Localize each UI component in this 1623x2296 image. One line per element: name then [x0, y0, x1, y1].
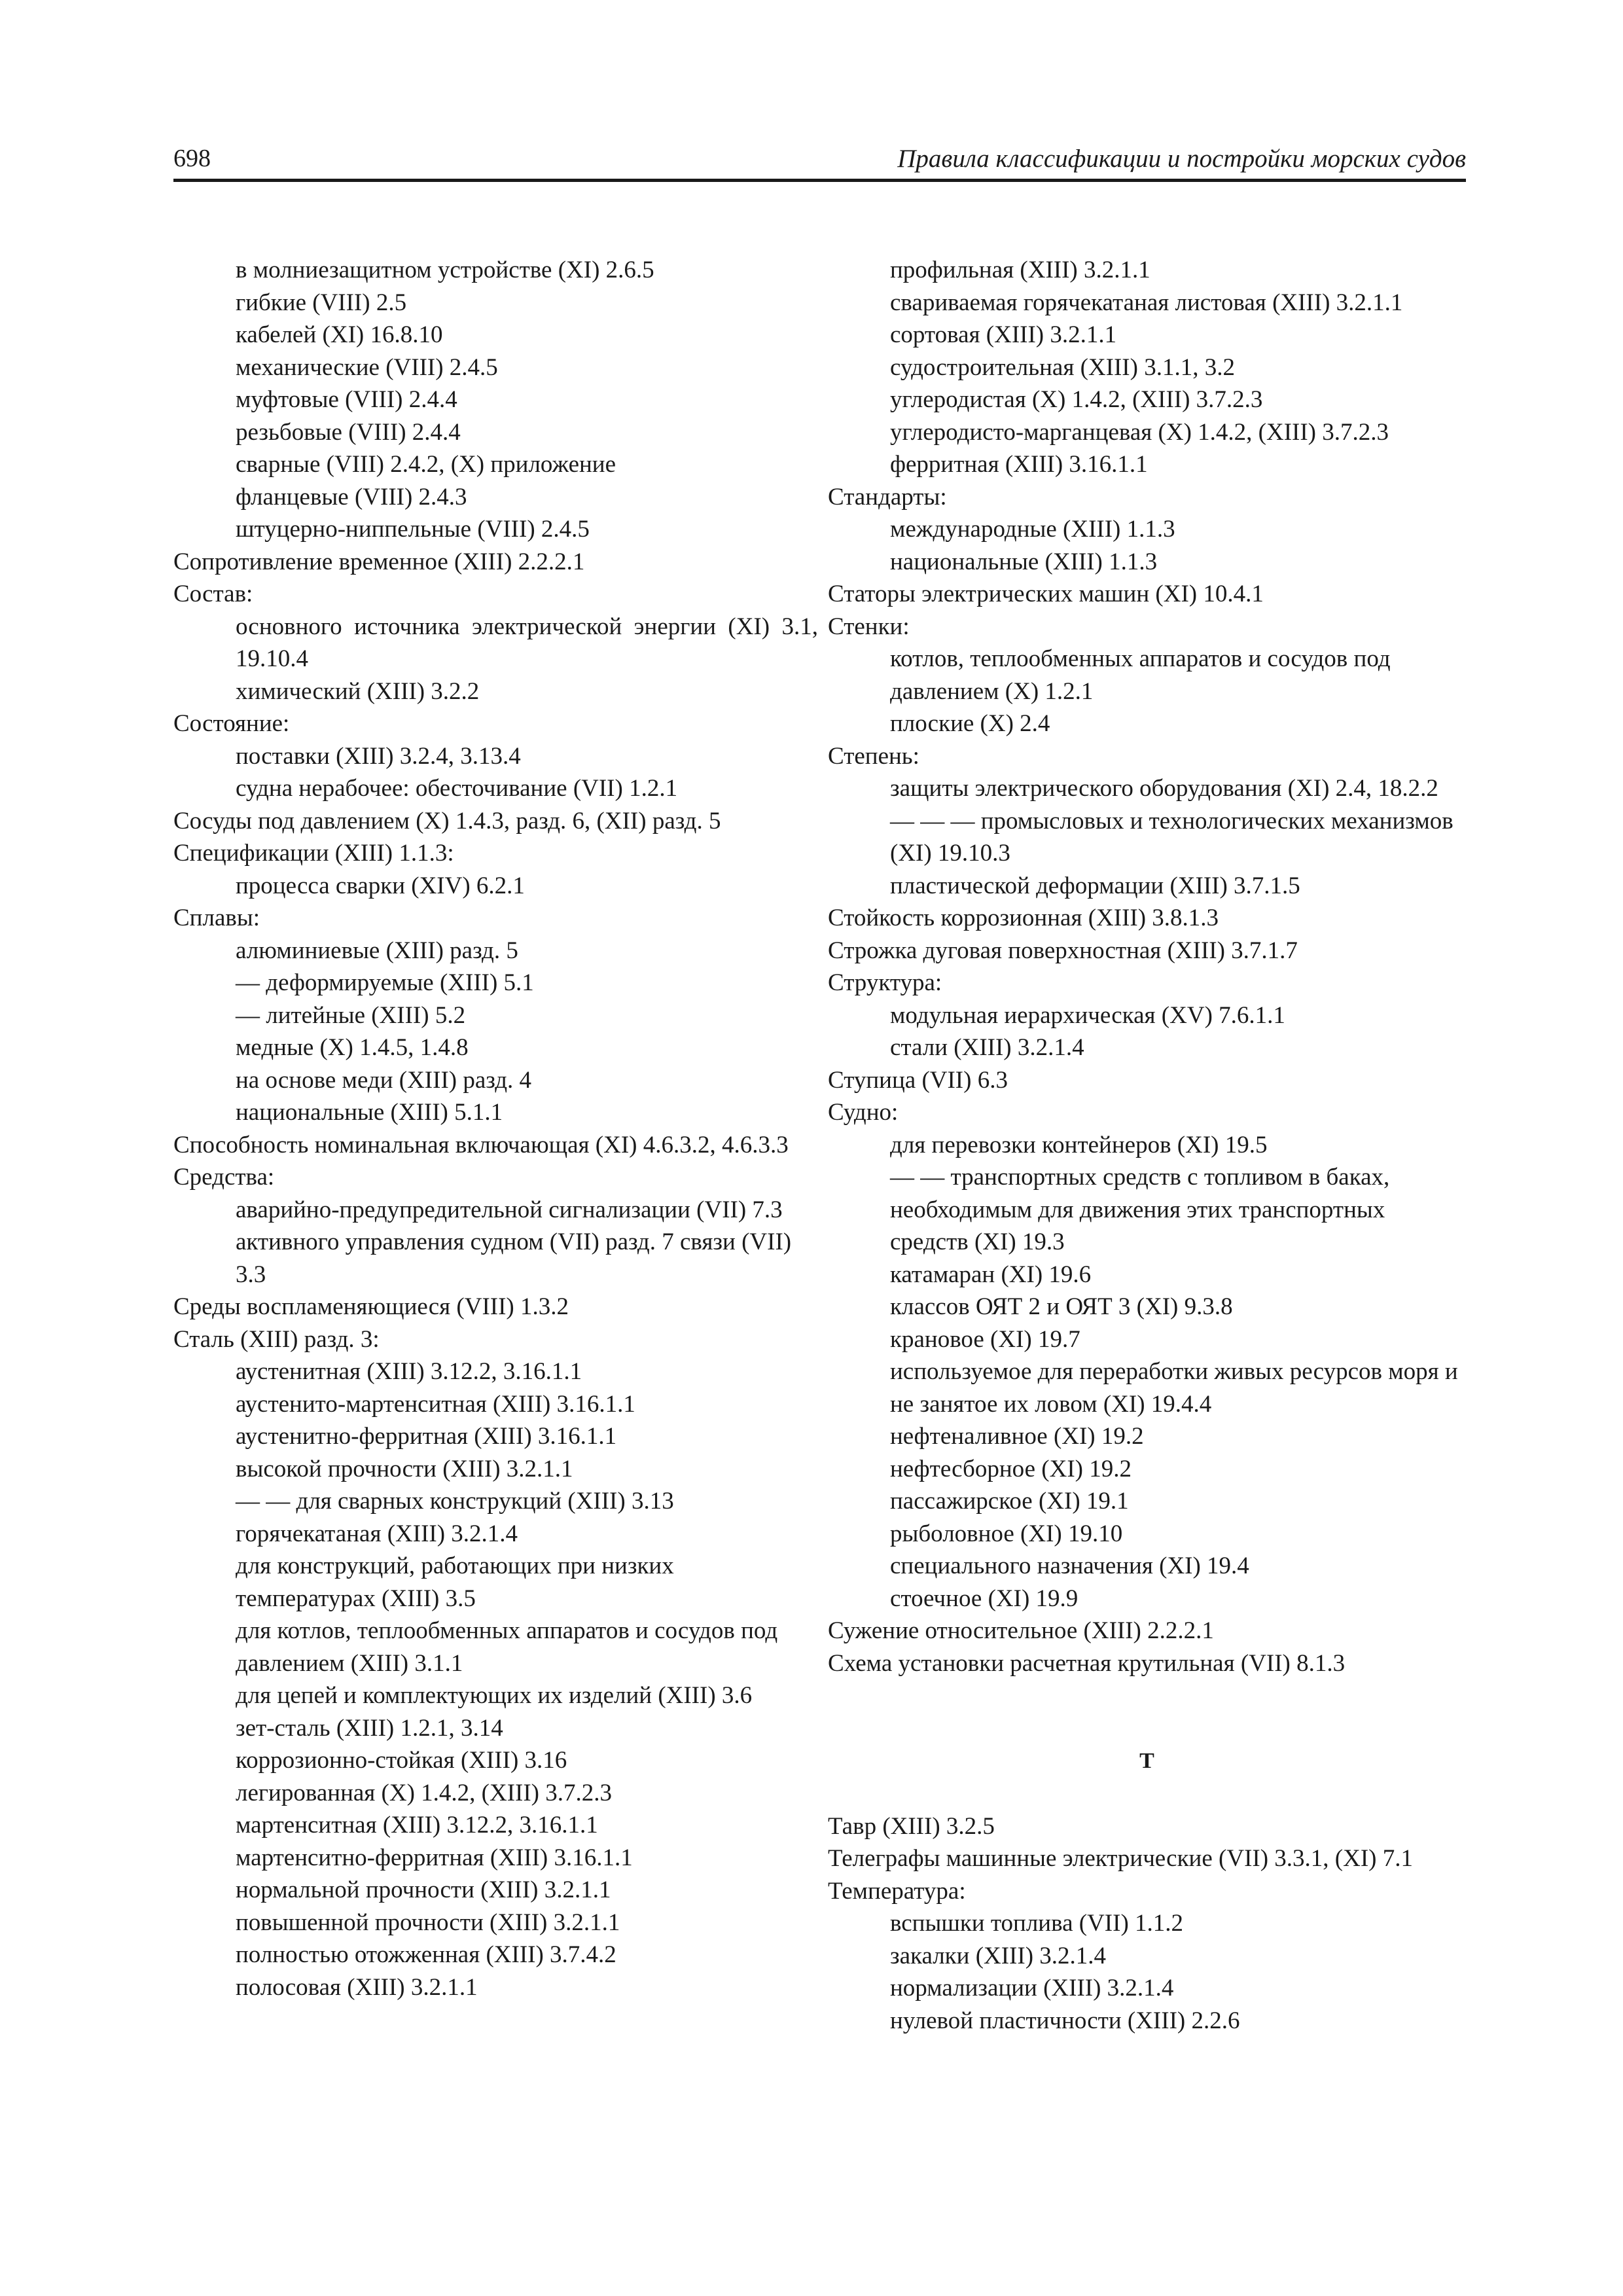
index-subentry: высокой прочности (XIII) 3.2.1.1 [236, 1455, 573, 1482]
index-subentry: резьбовые (VIII) 2.4.4 [236, 418, 461, 446]
index-subentry: судостроительная (XIII) 3.1.1, 3.2 [890, 353, 1235, 381]
index-subentry: мартенситная (XIII) 3.12.2, 3.16.1.1 [236, 1812, 598, 1839]
index-subentry: нормальной прочности (XIII) 3.2.1.1 [236, 1876, 611, 1903]
index-subentry: для конструкций, работающих при низких температурах (XIII) 3.5 [236, 1552, 674, 1612]
index-subentry: используемое для переработки живых ресурсов моря и не занятое их ловом (XI) 19.4.4 [890, 1358, 1458, 1418]
index-subentry: аустенитно-ферритная (XIII) 3.16.1.1 [236, 1423, 617, 1450]
index-entry: Стенки: [828, 613, 910, 640]
index-subentry: — литейные (XIII) 5.2 [236, 1001, 466, 1029]
index-subentry: для цепей и комплектующих их изделий (XIII) 3.6 [236, 1682, 753, 1709]
index-subentry: модульная иерархическая (XV) 7.6.1.1 [890, 1001, 1285, 1029]
index-entry: Структура: [828, 969, 942, 996]
index-subentry: повышенной прочности (XIII) 3.2.1.1 [236, 1909, 620, 1936]
index-subentry: — — для сварных конструкций (XIII) 3.13 [236, 1488, 674, 1515]
index-subentry: зет-сталь (XIII) 1.2.1, 3.14 [236, 1714, 503, 1742]
index-column-right [828, 254, 1466, 2037]
index-subentry: свариваемая горячекатаная листовая (XIII) 3.2.1.1 [890, 289, 1403, 316]
index-entry: Степень: [828, 742, 919, 770]
page-header [173, 136, 1466, 182]
index-subentry: — деформируемые (XIII) 5.1 [236, 969, 534, 996]
index-subentry: аустенитная (XIII) 3.12.2, 3.16.1.1 [236, 1358, 582, 1385]
index-entry: Спецификации (XIII) 1.1.3: [173, 840, 454, 867]
index-subentry: в молниезащитном устройстве (XI) 2.6.5 [236, 257, 654, 283]
index-subentry: кабелей (XI) 16.8.10 [236, 321, 443, 348]
index-subentry: специального назначения (XI) 19.4 [890, 1552, 1249, 1579]
index-subentry: гибкие (VIII) 2.5 [236, 289, 407, 316]
index-subentry: защиты электрического оборудования (XI) 2.4, 18.2.2 [890, 775, 1438, 802]
index-subentry: химический (XIII) 3.2.2 [236, 677, 480, 705]
index-entry: Телеграфы машинные электрические (VII) 3.3.1, (XI) 7.1 [828, 1845, 1413, 1872]
index-subentry: сварные (VIII) 2.4.2, (X) приложение [236, 451, 616, 478]
page-number: 698 [173, 145, 211, 172]
running-title: Правила классификации и постройки морских судов [897, 145, 1466, 173]
index-subentry: углеродистая (X) 1.4.2, (XIII) 3.7.2.3 [890, 386, 1263, 413]
index-entry: Сосуды под давлением (X) 1.4.3, разд. 6, (XII) разд. 5 [173, 807, 721, 834]
index-subentry: медные (X) 1.4.5, 1.4.8 [236, 1034, 469, 1061]
index-subentry: полностью отожженная (XIII) 3.7.4.2 [236, 1941, 616, 1968]
index-subentry: штуцерно-ниппельные (VIII) 2.4.5 [236, 516, 590, 543]
index-entry: Строжка дуговая поверхностная (XIII) 3.7.1.7 [828, 937, 1298, 964]
index-subentry: закалки (XIII) 3.2.1.4 [890, 1942, 1107, 1969]
index-subentry: вспышки топлива (VII) 1.1.2 [890, 1910, 1184, 1937]
index-entry: Средства: [173, 1164, 275, 1191]
index-subentry: аустенито-мартенситная (XIII) 3.16.1.1 [236, 1390, 635, 1418]
index-subentry: нулевой пластичности (XIII) 2.2.6 [890, 2007, 1240, 2034]
index-subentry: классов ОЯТ 2 и ОЯТ 3 (XI) 9.3.8 [890, 1293, 1233, 1320]
index-subentry: поставки (XIII) 3.2.4, 3.13.4 [236, 742, 521, 770]
index-subentry: алюминиевые (XIII) разд. 5 [236, 937, 518, 964]
index-subentry: углеродисто-марганцевая (X) 1.4.2, (XIII) 3.7.2.3 [890, 418, 1389, 446]
index-subentry: ферритная (XIII) 3.16.1.1 [890, 451, 1148, 478]
index-subentry: плоские (X) 2.4 [890, 710, 1050, 737]
index-subentry: — — — промысловых и технологических механизмов (XI) 19.10.3 [890, 807, 1454, 867]
index-subentry: фланцевые (VIII) 2.4.3 [236, 483, 467, 511]
index-entry: Среды воспламеняющиеся (VIII) 1.3.2 [173, 1293, 569, 1320]
index-subentry: рыболовное (XI) 19.10 [890, 1520, 1123, 1547]
index-entry: Температура: [828, 1877, 966, 1905]
index-entry: Состав: [173, 581, 253, 607]
index-subentry: аварийно-предупредительной сигнализации (VII) 7.3 [236, 1196, 783, 1223]
index-subentry: профильная (XIII) 3.2.1.1 [890, 257, 1150, 283]
index-subentry: механические (VIII) 2.4.5 [236, 353, 498, 381]
index-subentry: стоечное (XI) 19.9 [890, 1585, 1079, 1612]
section-letter-heading: Т [1139, 1749, 1154, 1773]
index-subentry: полосовая (XIII) 3.2.1.1 [236, 1973, 478, 2001]
index-subentry: нормализации (XIII) 3.2.1.4 [890, 1975, 1174, 2001]
index-subentry: нефтеналивное (XI) 19.2 [890, 1423, 1144, 1450]
index-subentry: пассажирское (XI) 19.1 [890, 1488, 1129, 1515]
index-subentry: нефтесборное (XI) 19.2 [890, 1455, 1132, 1482]
index-entry: Сопротивление временное (XIII) 2.2.2.1 [173, 548, 585, 575]
index-entry: Стандарты: [828, 483, 947, 511]
index-column-left [173, 254, 818, 2003]
index-subentry: легированная (X) 1.4.2, (XIII) 3.7.2.3 [236, 1779, 612, 1806]
index-subentry: процесса сварки (XIV) 6.2.1 [236, 872, 525, 899]
index-subentry: котлов, теплообменных аппаратов и сосудов под давлением (X) 1.2.1 [890, 645, 1391, 705]
index-subentry: — — транспортных средств с топливом в баках, необходимым для движения этих транспортных средств (XI) 19.3 [890, 1164, 1390, 1255]
index-subentry: мартенситно-ферритная (XIII) 3.16.1.1 [236, 1844, 633, 1871]
index-entry: Сужение относительное (XIII) 2.2.2.1 [828, 1617, 1214, 1644]
index-entry: Способность номинальная включающая (XI) 4.6.3.2, 4.6.3.3 [173, 1131, 789, 1158]
index-entry: Тавр (XIII) 3.2.5 [828, 1812, 995, 1840]
index-subentry: катамаран (XI) 19.6 [890, 1261, 1092, 1288]
index-subentry: национальные (XIII) 5.1.1 [236, 1099, 503, 1126]
index-subentry: муфтовые (VIII) 2.4.4 [236, 386, 457, 413]
index-entry: Состояние: [173, 710, 290, 737]
index-entry: Ступица (VII) 6.3 [828, 1066, 1008, 1094]
index-entry: Статоры электрических машин (XI) 10.4.1 [828, 581, 1264, 607]
index-subentry: основного источника электрической энергии (XI) 3.1, 19.10.4 [236, 613, 818, 672]
index-subentry: национальные (XIII) 1.1.3 [890, 548, 1158, 575]
index-entry: Сталь (XIII) разд. 3: [173, 1325, 380, 1353]
index-subentry: крановое (XI) 19.7 [890, 1325, 1080, 1353]
index-subentry: коррозионно-стойкая (XIII) 3.16 [236, 1747, 567, 1774]
index-subentry: сортовая (XIII) 3.2.1.1 [890, 321, 1117, 348]
index-entry: Судно: [828, 1099, 899, 1126]
index-subentry: горячекатаная (XIII) 3.2.1.4 [236, 1520, 518, 1547]
index-subentry: международные (XIII) 1.1.3 [890, 516, 1175, 543]
index-entry: Сплавы: [173, 905, 260, 931]
index-entry: Стойкость коррозионная (XIII) 3.8.1.3 [828, 905, 1219, 931]
index-subentry: для перевозки контейнеров (XI) 19.5 [890, 1131, 1268, 1158]
index-subentry: на основе меди (XIII) разд. 4 [236, 1066, 532, 1094]
index-entry: Схема установки расчетная крутильная (VII) 8.1.3 [828, 1649, 1346, 1677]
index-subentry: пластической деформации (XIII) 3.7.1.5 [890, 872, 1300, 899]
index-subentry: стали (XIII) 3.2.1.4 [890, 1034, 1084, 1061]
index-subentry: судна нерабочее: обесточивание (VII) 1.2.1 [236, 775, 678, 802]
index-subentry: активного управления судном (VII) разд. 7 связи (VII) 3.3 [236, 1229, 792, 1288]
index-subentry: для котлов, теплообменных аппаратов и сосудов под давлением (XIII) 3.1.1 [236, 1617, 778, 1677]
